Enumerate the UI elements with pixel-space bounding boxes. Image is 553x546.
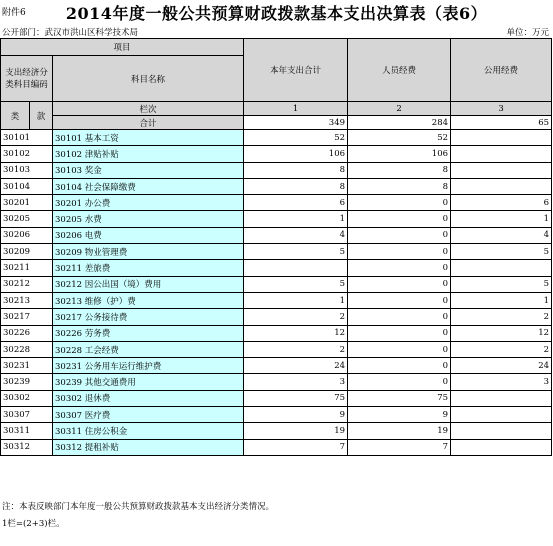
row-public: 6 [451,195,552,211]
row-code: 30206 [1,227,53,243]
table-row [1,439,552,455]
table-row [1,325,552,341]
unit-label: 单位：万元 [506,28,549,38]
row-personnel: 0 [348,325,451,341]
row-total [244,260,348,276]
row-subject-name: 30311 住房公积金 [53,423,244,439]
row-personnel: 52 [348,130,451,146]
row-subject-name: 30102 津贴补贴 [53,146,244,162]
table-row [1,195,552,211]
row-code: 30217 [1,309,53,325]
total-col3: 65 [451,116,552,130]
row-code: 30312 [1,439,53,455]
row-subject-name: 30226 劳务费 [53,325,244,341]
row-total: 12 [244,325,348,341]
header-subject-name: 科目名称 [53,56,244,102]
row-public [451,439,552,455]
header-n1: 1 [244,102,348,116]
row-total: 2 [244,309,348,325]
row-code: 30101 [1,130,53,146]
total-col2: 284 [348,116,451,130]
table-row [1,211,552,227]
header-n2: 2 [348,102,451,116]
header-kuan: 款 [30,102,53,130]
row-total: 106 [244,146,348,162]
table-row [1,146,552,162]
row-personnel: 7 [348,439,451,455]
table-row [1,130,552,146]
row-subject-name: 30213 维修（护）费 [53,292,244,308]
row-personnel: 0 [348,341,451,357]
row-total: 5 [244,244,348,260]
table-row [1,390,552,406]
row-code: 30104 [1,178,53,194]
row-public: 3 [451,374,552,390]
header-lei: 类 [1,102,30,130]
row-personnel: 0 [348,358,451,374]
header-public: 公用经费 [451,39,552,102]
row-personnel: 8 [348,162,451,178]
row-subject-name: 30206 电费 [53,227,244,243]
row-personnel: 0 [348,374,451,390]
row-public [451,130,552,146]
row-subject-name: 30101 基本工资 [53,130,244,146]
footnote-2: 1栏=(2+3)栏。 [2,519,65,529]
row-personnel: 8 [348,178,451,194]
row-code: 30311 [1,423,53,439]
row-subject-name: 30201 办公费 [53,195,244,211]
footnote-1: 注：本表反映部门本年度一般公共预算财政拨款基本支出经济分类情况。 [2,502,275,512]
table-row [1,341,552,357]
row-total: 8 [244,178,348,194]
row-public [451,423,552,439]
row-subject-name: 30103 奖金 [53,162,244,178]
row-personnel: 0 [348,211,451,227]
row-subject-name: 30104 社会保障缴费 [53,178,244,194]
row-subject-name: 30212 因公出国（境）费用 [53,276,244,292]
table-row [1,374,552,390]
row-code: 30231 [1,358,53,374]
table-row [1,244,552,260]
row-public: 5 [451,244,552,260]
row-subject-name: 30307 医疗费 [53,407,244,423]
row-public: 12 [451,325,552,341]
row-subject-name: 30302 退休费 [53,390,244,406]
row-total: 7 [244,439,348,455]
row-total: 8 [244,162,348,178]
row-code: 30302 [1,390,53,406]
row-personnel: 0 [348,292,451,308]
department-label: 公开部门：武汉市洪山区科学技术局 [2,28,139,38]
table-row [1,227,552,243]
table-row [1,407,552,423]
row-public [451,260,552,276]
row-public: 5 [451,276,552,292]
row-code: 30239 [1,374,53,390]
attachment-label: 附件6 [2,8,26,18]
header-lanci: 栏次 [53,102,244,116]
total-col1: 349 [244,116,348,130]
row-subject-name: 30239 其他交通费用 [53,374,244,390]
row-total: 1 [244,211,348,227]
row-public: 1 [451,292,552,308]
row-personnel: 0 [348,260,451,276]
row-public: 2 [451,309,552,325]
table-row [1,358,552,374]
table-row [1,162,552,178]
header-econ-code: 支出经济分类科目编码 [1,56,53,102]
row-total: 19 [244,423,348,439]
row-subject-name: 30209 物业管理费 [53,244,244,260]
row-personnel: 75 [348,390,451,406]
row-total: 24 [244,358,348,374]
row-total: 52 [244,130,348,146]
row-code: 30226 [1,325,53,341]
row-code: 30228 [1,341,53,357]
row-personnel: 0 [348,309,451,325]
table-row [1,292,552,308]
expenditure-table [0,38,552,456]
row-public [451,162,552,178]
row-personnel: 106 [348,146,451,162]
page-title: 2014年度一般公共预算财政拨款基本支出决算表（表6） [65,4,488,23]
row-subject-name: 30312 提租补贴 [53,439,244,455]
row-total: 3 [244,374,348,390]
header-personnel: 人员经费 [348,39,451,102]
total-label: 合计 [53,116,244,130]
row-public [451,146,552,162]
header-project: 项目 [1,39,244,56]
row-public: 4 [451,227,552,243]
row-public: 2 [451,341,552,357]
row-personnel: 19 [348,423,451,439]
row-total: 6 [244,195,348,211]
row-public [451,407,552,423]
row-personnel: 0 [348,244,451,260]
row-code: 30211 [1,260,53,276]
row-code: 30209 [1,244,53,260]
row-subject-name: 30205 水费 [53,211,244,227]
row-public [451,178,552,194]
row-code: 30205 [1,211,53,227]
row-code: 30103 [1,162,53,178]
row-total: 75 [244,390,348,406]
row-total: 1 [244,292,348,308]
row-personnel: 0 [348,195,451,211]
row-subject-name: 30231 公务用车运行维护费 [53,358,244,374]
row-subject-name: 30217 公务接待费 [53,309,244,325]
table-row [1,260,552,276]
row-code: 30307 [1,407,53,423]
row-public [451,390,552,406]
header-total: 本年支出合计 [244,39,348,102]
row-total: 9 [244,407,348,423]
row-subject-name: 30211 差旅费 [53,260,244,276]
row-personnel: 0 [348,227,451,243]
table-row [1,276,552,292]
row-code: 30213 [1,292,53,308]
row-personnel: 0 [348,276,451,292]
row-subject-name: 30228 工会经费 [53,341,244,357]
row-total: 4 [244,227,348,243]
row-public: 24 [451,358,552,374]
row-code: 30212 [1,276,53,292]
row-public: 1 [451,211,552,227]
row-personnel: 9 [348,407,451,423]
header-n3: 3 [451,102,552,116]
table-row [1,423,552,439]
table-row [1,178,552,194]
table-row [1,309,552,325]
row-total: 5 [244,276,348,292]
row-code: 30201 [1,195,53,211]
row-code: 30102 [1,146,53,162]
row-total: 2 [244,341,348,357]
